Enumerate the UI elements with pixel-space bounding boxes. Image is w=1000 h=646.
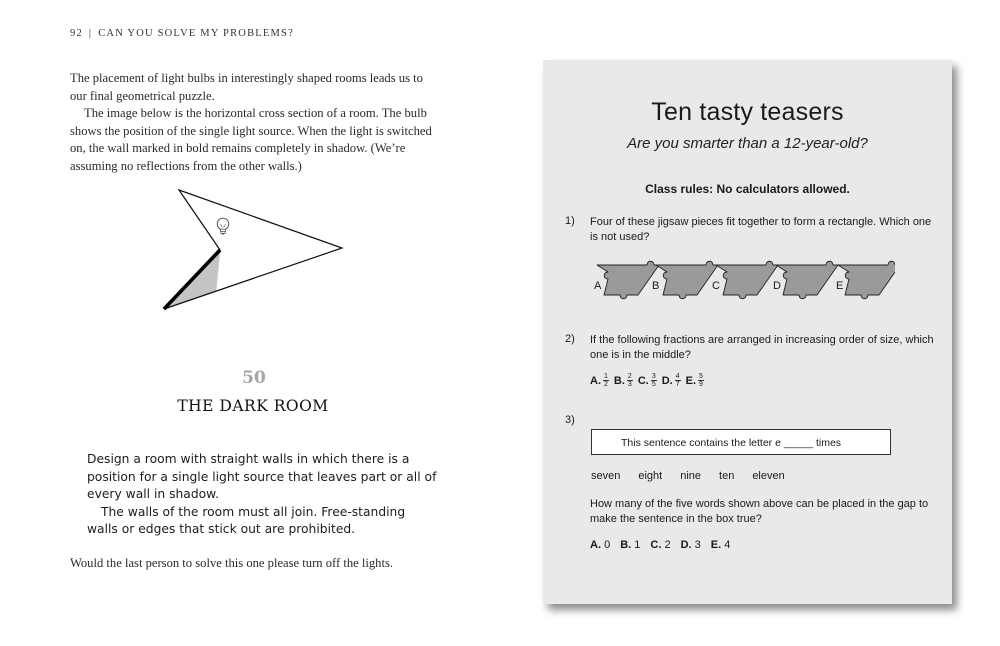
numerator: 2 [627,373,632,380]
denominator: 3 [627,381,632,388]
numerator: 4 [675,373,680,380]
numerator: 5 [699,373,703,380]
word-item: seven [591,470,621,482]
jigsaw-piece-icon [838,261,895,299]
question-2-number: 2) [565,333,575,345]
fraction [675,373,681,388]
room-diagram [150,182,350,314]
panel-title: Ten tasty teasers [651,98,844,126]
answer-value: 2 [664,539,671,551]
word-item: nine [680,470,702,482]
number-words [591,470,785,482]
answer-value: 3 [694,539,701,551]
numerator: 1 [604,373,608,380]
fraction [651,373,657,388]
jigsaw-piece-icon [597,261,659,299]
question-1-number: 1) [565,215,575,227]
class-rules: Class rules: No calculators allowed. [645,182,850,196]
piece-label-a: A [594,280,602,292]
header-separator: | [88,28,93,39]
question-3-text: How many of the five words shown above can be placed in the gap to make the sentence in the box true? [590,498,929,525]
answer-options [590,539,730,551]
jigsaw-pieces [595,260,895,300]
answer-letter: E. [710,539,722,551]
fraction [603,373,609,388]
puzzle-title: THE DARK ROOM [177,397,329,415]
numerator: 3 [651,373,656,380]
answer-letter: D. [680,539,692,551]
fraction [698,373,704,388]
jigsaw-piece-icon [776,261,838,299]
question-2-text: If the following fractions are arranged in increasing order of size, which one is in the middle? [590,334,934,361]
answer-letter: C. [650,539,662,551]
intro-paragraph-2: The image below is the horizontal cross section of a room. The bulb shows the position of the single light source. When the light is switched on, the wall marked in bold remains completely in shadow. (We’re assuming no reflections from the other walls.) [70,106,432,173]
question-3-number: 3) [565,414,575,426]
running-title: CAN YOU SOLVE MY PROBLEMS? [98,28,294,39]
jigsaw-piece-icon [716,261,778,299]
puzzle-task [87,451,437,539]
panel-subtitle: Are you smarter than a 12-year-old? [627,135,868,152]
page-number: 92 [70,28,83,39]
piece-label-e: E [836,280,844,292]
option-letter: B. [613,374,625,387]
option-letter: E. [685,374,697,387]
fraction-options [590,373,705,388]
answer-option [590,539,610,551]
piece-label-c: C [712,280,720,292]
fraction-option [590,373,609,388]
fraction-option [686,373,704,388]
fraction-option [662,373,681,388]
light-bulb-icon [217,218,229,235]
option-letter: D. [661,374,673,387]
intro-paragraph-1: The placement of light bulbs in interestingly shaped rooms leads us to our final geometrical puzzle. [70,71,423,103]
denominator: 2 [604,381,608,388]
answer-letter: B. [620,539,632,551]
option-letter: A. [590,374,601,387]
denominator: 7 [675,381,680,388]
task-paragraph-1: Design a room with straight walls in which there is a position for a single light source that leaves part or all of every wall in shadow. [87,452,437,501]
word-item: ten [719,470,735,482]
answer-option [711,539,731,551]
denominator: 9 [699,381,703,388]
puzzle-number: 50 [242,368,266,388]
answer-value: 1 [634,539,641,551]
task-paragraph-2: The walls of the room must all join. Free-standing walls or edges that stick out are prohibited. [87,504,406,536]
word-item: eleven [752,470,785,482]
intro-text [70,70,440,175]
fraction [627,373,633,388]
fraction-option [614,373,633,388]
fraction-option [638,373,657,388]
word-item: eight [638,470,663,482]
closing-line: Would the last person to solve this one please turn off the lights. [70,556,393,570]
answer-value: 0 [604,539,611,551]
teasers-panel [543,60,952,604]
option-letter: C. [637,374,649,387]
piece-label-d: D [773,280,781,292]
running-header [70,28,294,39]
sentence-box: This sentence contains the letter e _____ times [591,429,891,455]
answer-option [650,539,670,551]
denominator: 5 [651,381,656,388]
answer-value: 4 [724,539,731,551]
answer-option [681,539,701,551]
question-1-text: Four of these jigsaw pieces fit together to form a rectangle. Which one is not used? [590,216,932,243]
answer-option [620,539,640,551]
answer-letter: A. [590,539,601,551]
piece-label-b: B [652,280,660,292]
jigsaw-piece-icon [656,261,718,299]
